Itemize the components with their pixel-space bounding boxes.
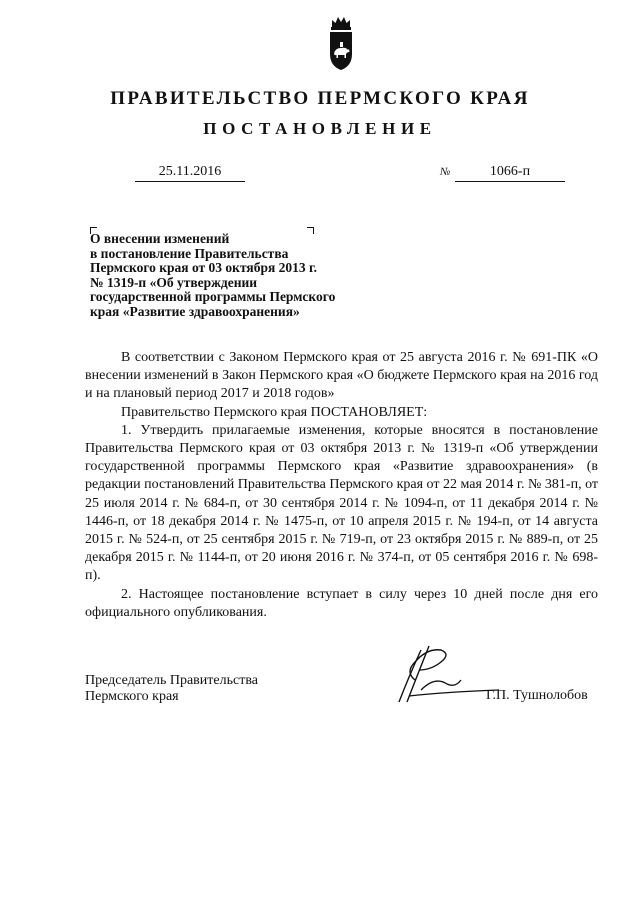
subject-line: О внесении изменений bbox=[90, 231, 230, 246]
government-title: ПРАВИТЕЛЬСТВО ПЕРМСКОГО КРАЯ bbox=[110, 88, 530, 109]
document-type: ПОСТАНОВЛЕНИЕ bbox=[203, 119, 437, 138]
clause-1-paragraph: 1. Утвердить прилагаемые изменения, которые вносятся в постановление Правительства Пермского края от 03 октября 2013 г. № 1319-п «Об утверждении государственной программы Пермского края «Развитие здравоохранения» (в редакции постановлений Правительства Пермского края от 22 мая 2014 г. № 381-п, от 25 июля 2014 г. № 684-п, от 30 сентября 2014 г. № 1094-п, от 11 декабря 2014 г. № 1446-п, от 18 декабря 2014 г. № 1475-п, от 10 апреля 2015 г. № 194-п, от 14 августа 2015 г. № 524-п, от 25 сентября 2015 г. № 719-п, от 23 октября 2015 г. № 889-п, от 25 декабря 2015 г. № 1144-п, от 20 июня 2016 г. № 374-п, от 05 сентября 2016 г. № 698-п). bbox=[85, 422, 598, 584]
number-sign: № bbox=[440, 166, 451, 178]
document-body bbox=[85, 349, 598, 622]
document-date: 25.11.2016 bbox=[135, 164, 245, 182]
subject-line: в постановление Правительства bbox=[90, 245, 289, 261]
subject-line: края «Развитие здравоохранения» bbox=[90, 303, 300, 319]
resolution-paragraph: Правительство Пермского края ПОСТАНОВЛЯЕТ: bbox=[121, 404, 428, 420]
coat-of-arms-icon bbox=[326, 14, 356, 72]
subject-line: № 1319-п «Об утверждении bbox=[90, 274, 258, 290]
signatory-position-line: Пермского края bbox=[85, 688, 179, 704]
signatory-position-line: Председатель Правительства bbox=[85, 673, 258, 688]
signatory-position bbox=[85, 673, 258, 704]
subject-line: Пермского края от 03 октября 2013 г. bbox=[90, 260, 318, 276]
document-subject bbox=[90, 232, 380, 320]
clause-2-paragraph: 2. Настоящее постановление вступает в силу через 10 дней после дня его официального опубликования. bbox=[85, 586, 598, 620]
preamble-paragraph: В соответствии с Законом Пермского края от 25 августа 2016 г. № 691-ПК «О внесении изменений в Закон Пермского края «О бюджете Пермского края на 2016 год и на плановый период 2017 и 2018 годов» bbox=[85, 350, 598, 402]
subject-line: государственной программы Пермского bbox=[90, 289, 336, 305]
document-number: 1066-п bbox=[455, 164, 565, 182]
signatory-name: Г.П. Тушнолобов bbox=[486, 688, 588, 703]
